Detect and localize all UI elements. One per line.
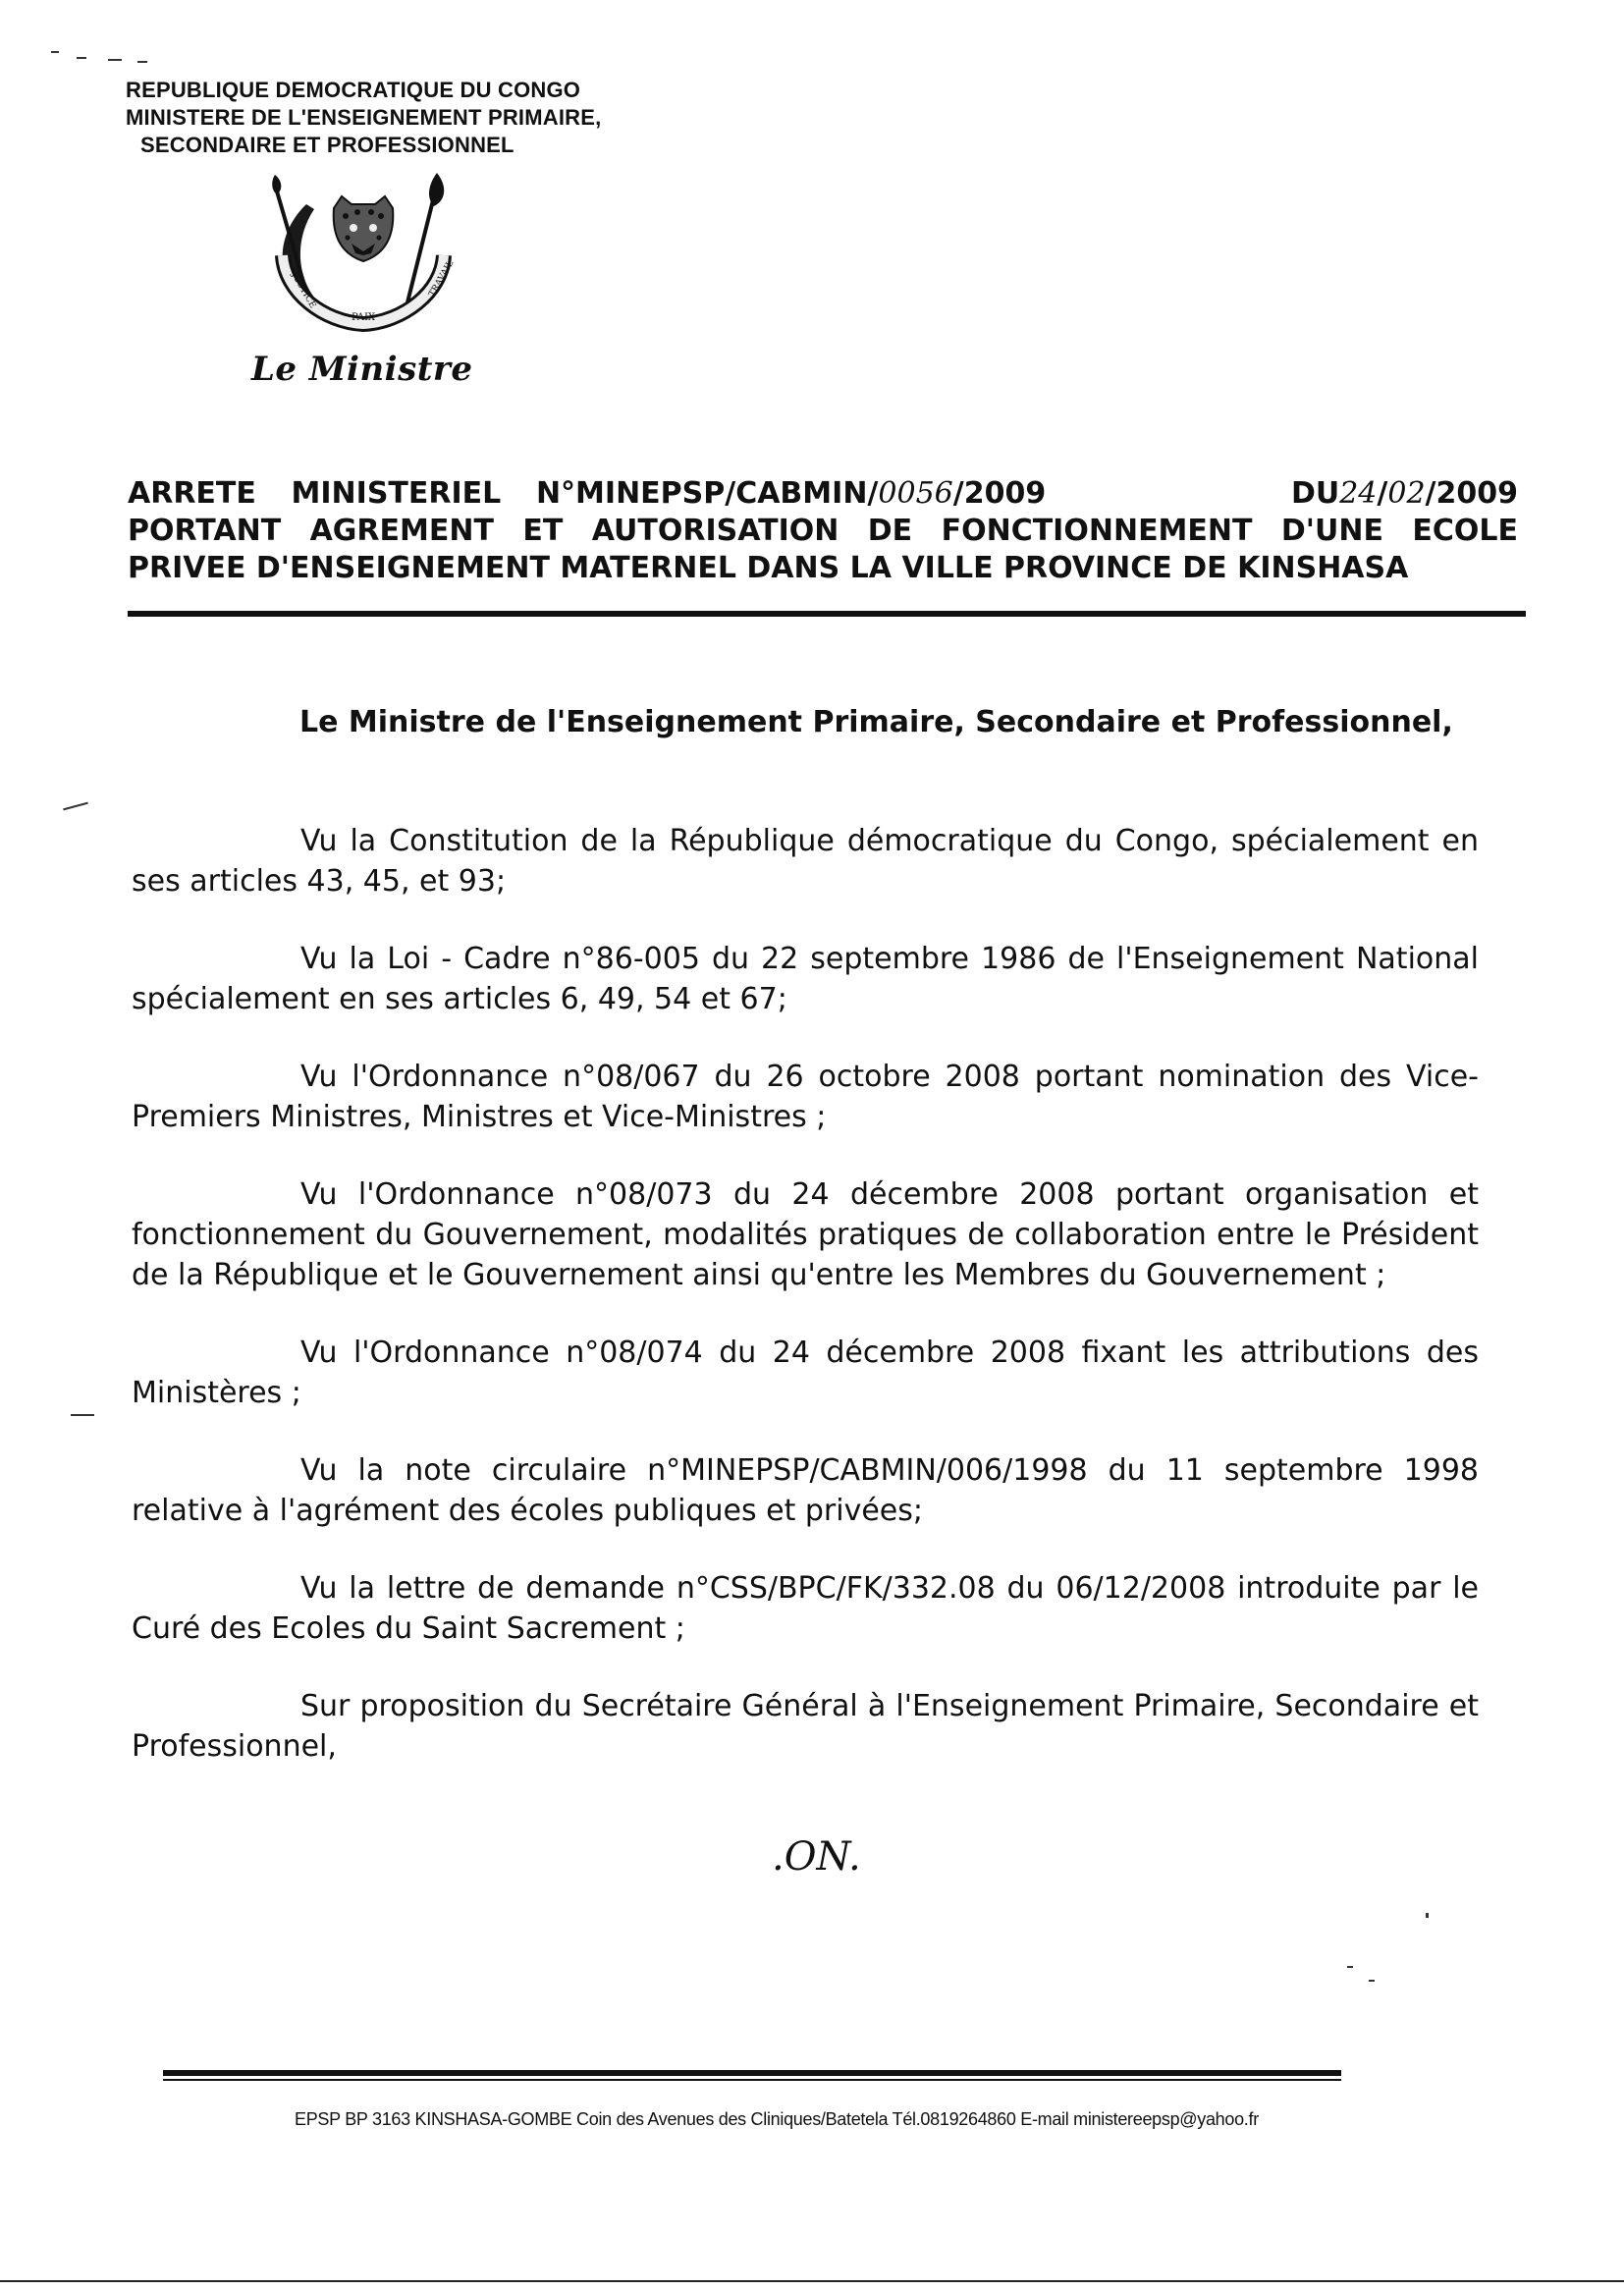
footer-divider-thin: [163, 2079, 1341, 2081]
considerations-list: [132, 821, 1479, 1804]
scan-speck: [137, 61, 147, 63]
consideration-paragraph: Sur proposition du Secrétaire Général à l'Enseignement Primaire, Secondaire et Professionnel,: [132, 1689, 1479, 1764]
footer-contact-info: EPSP BP 3163 KINSHASA-GOMBE Coin des Avenues des Cliniques/Batetela Tél.0819264860 E-mail ministereepsp@yahoo.fr: [295, 2109, 1259, 2129]
emblem-motto-bottom: PAIX: [351, 312, 376, 323]
page-bottom-edge: [0, 2280, 1624, 2282]
title-divider: [128, 611, 1526, 617]
scan-speck: [1369, 1980, 1375, 1982]
scan-speck: [1426, 1913, 1429, 1918]
decree-number-line: ARRETE MINISTERIEL N°MINEPSP/CABMIN/0056/2009 DU24/02/2009: [128, 476, 1518, 511]
ministry-name-line2: SECONDAIRE ET PROFESSIONNEL: [140, 133, 514, 157]
consideration-paragraph: Vu la lettre de demande n°CSS/BPC/FK/332.08 du 06/12/2008 introduite par le Curé des Ecoles du Saint Sacrement ;: [132, 1571, 1479, 1646]
minister-signature-title: Le Ministre: [251, 350, 473, 389]
scan-speck: [77, 57, 86, 59]
decree-number-handwritten: 0056: [878, 476, 953, 511]
coat-of-arms-emblem: [245, 165, 481, 361]
decree-date-month: 02: [1387, 476, 1426, 511]
footer-divider: [163, 2070, 1341, 2076]
scan-speck: [1347, 1966, 1353, 1968]
decree-subject-line3: PRIVEE D'ENSEIGNEMENT MATERNEL DANS LA VILLE PROVINCE DE KINSHASA: [128, 551, 1409, 585]
decree-date-year: /2009: [1425, 476, 1518, 511]
page-continuation-mark: .ON.: [772, 1834, 861, 1880]
decree-date-day: 24: [1339, 476, 1378, 511]
decree-subject-line2: PORTANT AGREMENT ET AUTORISATION DE FONCTIONNEMENT D'UNE ECOLE: [128, 514, 1518, 548]
consideration-paragraph: Vu la note circulaire n°MINEPSP/CABMIN/006/1998 du 11 septembre 1998 relative à l'agrément des écoles publiques et privées;: [132, 1453, 1479, 1528]
scan-speck: [63, 802, 88, 811]
leopard-emblem-icon: [245, 165, 481, 361]
consideration-paragraph: Vu la Constitution de la République démocratique du Congo, spécialement en ses articles 43, 45, et 93;: [132, 824, 1479, 899]
decree-date-prefix: DU: [1290, 476, 1340, 511]
scan-speck: [51, 51, 59, 53]
decree-number-year: /2009: [952, 476, 1047, 511]
decree-title: [128, 475, 1518, 587]
minister-preamble: Le Ministre de l'Enseignement Primaire, Secondaire et Professionnel,: [299, 705, 1453, 739]
letterhead: [126, 77, 734, 159]
emblem-motto-left: JUSTICE: [289, 270, 318, 310]
scan-speck: [108, 59, 122, 61]
consideration-paragraph: Vu l'Ordonnance n°08/074 du 24 décembre 2008 fixant les attributions des Ministères ;: [132, 1336, 1479, 1410]
country-name: REPUBLIQUE DEMOCRATIQUE DU CONGO: [126, 78, 581, 102]
decree-number-prefix: ARRETE MINISTERIEL N°MINEPSP/CABMIN/: [128, 476, 879, 511]
consideration-paragraph: Vu la Loi - Cadre n°86-005 du 22 septembre 1986 de l'Enseignement National spécialement en ses articles 6, 49, 54 et 67;: [132, 942, 1479, 1016]
consideration-paragraph: Vu l'Ordonnance n°08/073 du 24 décembre 2008 portant organisation et fonctionnement du Gouvernement, modalités pratiques de collaboration entre le Président de la République et le Gouvernement ainsi qu'entre les Membres du Gouvernement ;: [132, 1177, 1479, 1292]
consideration-paragraph: Vu l'Ordonnance n°08/067 du 26 octobre 2008 portant nomination des Vice-Premiers Ministres, Ministres et Vice-Ministres ;: [132, 1060, 1479, 1134]
scan-speck: [71, 1414, 94, 1416]
emblem-motto-right: TRAVAIL: [427, 258, 457, 300]
ministry-name-line1: MINISTERE DE L'ENSEIGNEMENT PRIMAIRE,: [126, 105, 602, 130]
